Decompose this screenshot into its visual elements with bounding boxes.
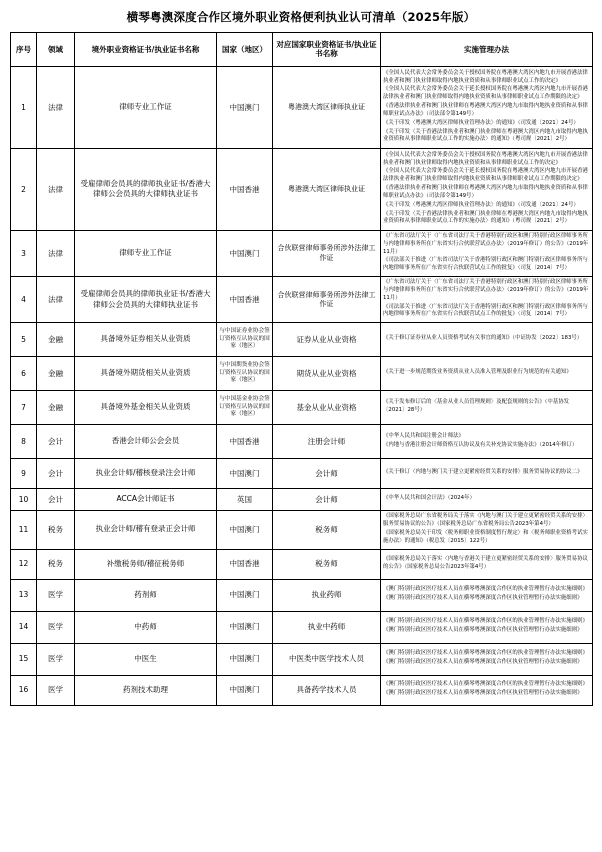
cell-field: 医学	[37, 579, 75, 611]
cell-domestic-cert: 会计师	[273, 459, 381, 489]
table-row	[11, 511, 593, 549]
cell-country: 英国	[217, 489, 273, 511]
cell-management	[381, 489, 593, 511]
table-row	[11, 66, 593, 148]
table-row	[11, 579, 593, 611]
management-item: 《广东省司法厅关于〈广东省司法厅关于香港特别行政区和澳门特别行政区律师事务所与内地律师事务所在广东省实行合伙联营试点办法〉（2019年修订）的公告》（2019年11月）	[383, 232, 589, 255]
management-item: 《全国人民代表大会常务委员会关于授权国务院在粤港澳大湾区内地九市开展香港法律执业者和澳门执业律师取得内地执业资质和从事律师职业试点工作的决定》	[383, 151, 588, 166]
cell-field: 金融	[37, 323, 75, 357]
cell-country: 中国香港	[217, 148, 273, 230]
management-item: 《中华人民共和国会计法》（2024年）	[383, 495, 475, 502]
cell-country: 与中国证券业协会签订资格互认协议的国家（地区）	[217, 323, 273, 357]
cell-no: 1	[11, 66, 37, 148]
management-item: 《澳门特别行政区医疗技术人员在横琴粤澳深度合作区的执业管理暂行办法实施细则》	[383, 618, 588, 625]
cell-management	[381, 230, 593, 276]
cell-field: 法律	[37, 230, 75, 276]
cell-field: 医学	[37, 675, 75, 705]
cell-overseas-cert: 受雇律师会员具的律师执业证书/香港大律师公会员具的大律师执业证书	[75, 277, 217, 323]
cell-no: 3	[11, 230, 37, 276]
cell-country: 中国澳门	[217, 579, 273, 611]
cell-country: 中国香港	[217, 425, 273, 459]
cell-domestic-cert: 执业中药师	[273, 611, 381, 643]
cell-overseas-cert: 具备境外证券相关从业资质	[75, 323, 217, 357]
cell-domestic-cert: 注册会计师	[273, 425, 381, 459]
cell-field: 会计	[37, 489, 75, 511]
table-row	[11, 489, 593, 511]
cell-field: 金融	[37, 357, 75, 391]
cell-no: 5	[11, 323, 37, 357]
management-item: 《澳门特别行政区医疗技术人员在横琴粤澳深度合作区执业管理暂行办法实施细则》	[383, 659, 583, 666]
table-row	[11, 611, 593, 643]
cell-field: 医学	[37, 611, 75, 643]
cell-field: 法律	[37, 277, 75, 323]
cell-country: 中国澳门	[217, 675, 273, 705]
cell-field: 税务	[37, 511, 75, 549]
cell-country: 中国澳门	[217, 66, 273, 148]
cell-domestic-cert: 合伙联营律师事务所涉外法律工作证	[273, 277, 381, 323]
table-row	[11, 459, 593, 489]
cell-overseas-cert: 执业会计师/稽核登录注会计师	[75, 459, 217, 489]
cell-overseas-cert: 律师专业工作证	[75, 230, 217, 276]
table-row	[11, 323, 593, 357]
management-item: 《关于进一步规范期货业务资质从业人员准入管理及职业行为规范的有关通知》	[383, 369, 572, 376]
table-row	[11, 425, 593, 459]
management-item: 《澳门特别行政区医疗技术人员在横琴粤澳深度合作区的执业管理暂行办法实施细则》	[383, 681, 588, 688]
cell-overseas-cert: 药剂技术助理	[75, 675, 217, 705]
cell-overseas-cert: 具备境外期货相关从业资质	[75, 357, 217, 391]
cell-no: 4	[11, 277, 37, 323]
cell-overseas-cert: ACCA会计师证书	[75, 489, 217, 511]
management-item: 《关于印发〈粤港澳大湾区律师执业管理办法〉的通知》（司发通〔2021〕24号）	[383, 201, 579, 208]
management-item: 《澳门特别行政区医疗技术人员在横琴粤澳深度合作区的执业管理暂行办法实施细则》	[383, 650, 588, 657]
cell-overseas-cert: 受雇律师会员具的律师执业证书/香港大律师公会员具的大律师执业证书	[75, 148, 217, 230]
cell-country: 与中国基金业协会签订资格互认协议的国家（地区）	[217, 391, 273, 425]
cell-domestic-cert: 具备药学技术人员	[273, 675, 381, 705]
cell-no: 6	[11, 357, 37, 391]
cell-management	[381, 549, 593, 579]
table-header-row	[11, 32, 593, 66]
cell-management	[381, 425, 593, 459]
cell-domestic-cert: 基金从业从业资格	[273, 391, 381, 425]
cell-no: 16	[11, 675, 37, 705]
cell-domestic-cert: 执业药师	[273, 579, 381, 611]
table-row	[11, 230, 593, 276]
cell-overseas-cert: 药剂师	[75, 579, 217, 611]
management-item: 《香港法律执业者和澳门执业律师在粤港澳大湾区内地九市取得内地执业资质和从事律师职业试点办法》（司法部令第149号）	[383, 103, 588, 117]
cell-domestic-cert: 期货从业从业资格	[273, 357, 381, 391]
column-header-management: 实施管理办法	[381, 32, 593, 66]
column-header-field: 领域	[37, 32, 75, 66]
column-header-no: 序号	[11, 32, 37, 66]
cell-domestic-cert: 中医类中医学技术人员	[273, 643, 381, 675]
management-item: 《关于发布修订后的〈基金从业人员管理规则〉及配套规则的公告》（中基协发〔2021〕28号）	[383, 399, 569, 414]
cell-overseas-cert: 律师专业工作证	[75, 66, 217, 148]
cell-overseas-cert: 中医生	[75, 643, 217, 675]
cell-overseas-cert: 具备境外基金相关从业资质	[75, 391, 217, 425]
management-item: 《国家税务总局关于印发〈税务师职业资格制度暂行规定〉和〈税务师职业资格考试实施办法〉的通知》（税总发〔2015〕122号）	[383, 529, 588, 544]
management-item: 《中华人民共和国注册会计师法》	[383, 432, 464, 439]
cell-domestic-cert: 会计师	[273, 489, 381, 511]
cell-no: 12	[11, 549, 37, 579]
cell-no: 14	[11, 611, 37, 643]
table-header	[11, 32, 593, 66]
cell-no: 2	[11, 148, 37, 230]
cell-management	[381, 391, 593, 425]
cell-field: 会计	[37, 425, 75, 459]
cell-field: 医学	[37, 643, 75, 675]
cell-domestic-cert: 合伙联营律师事务所涉外法律工作证	[273, 230, 381, 276]
management-item: 《澳门特别行政区医疗技术人员在横琴粤澳深度合作区执业管理暂行办法实施细则》	[383, 690, 583, 697]
cell-management	[381, 579, 593, 611]
cell-overseas-cert: 香港会计师公会会员	[75, 425, 217, 459]
management-item: 《内地与香港注册会计师资格互认协议及有关补充协议实施办法》（2014年修订）	[383, 441, 578, 448]
cell-management	[381, 357, 593, 391]
cell-country: 中国澳门	[217, 459, 273, 489]
cell-country: 中国澳门	[217, 611, 273, 643]
cell-no: 13	[11, 579, 37, 611]
cell-management	[381, 277, 593, 323]
management-item: 《关于修订〈内地与澳门关于建立更紧密经贸关系的安排〉服务贸易协议的协议二》	[383, 469, 583, 476]
management-item: 《关于印发〈关于香港法律执业者和澳门执业律师在粤港澳大湾区内地九市取得内地执业资质和从事律师职业试点工作的实施办法〉的通知》（粤司规〔2021〕2号）	[383, 210, 588, 225]
cell-management	[381, 675, 593, 705]
cell-no: 9	[11, 459, 37, 489]
management-item: 《香港法律执业者和澳门执业律师在粤港澳大湾区内地九市取得内地执业资质和从事律师职业试点办法》（司法部令第149号）	[383, 185, 588, 199]
cell-field: 法律	[37, 66, 75, 148]
management-item: 《关于印发〈关于香港法律执业者和澳门执业律师在粤港澳大湾区内地九市取得内地执业资质和从事律师职业试点工作的实施办法〉的通知》（粤司规〔2021〕2号）	[383, 128, 588, 143]
cell-overseas-cert: 执业会计师/稽有登录正会计师	[75, 511, 217, 549]
cell-field: 税务	[37, 549, 75, 579]
column-header-overseas-cert: 境外职业资格证书/执业证书名称	[75, 32, 217, 66]
cell-management	[381, 66, 593, 148]
management-item: 《国家税务总局广东省税务局关于落实〈内地与澳门关于建立更紧密经贸关系的安排〉服务贸易协议的公告》（国家税务总局广东省税务局公告2023年第4号）	[383, 513, 588, 528]
cell-field: 金融	[37, 391, 75, 425]
table-row	[11, 643, 593, 675]
cell-domestic-cert: 税务师	[273, 511, 381, 549]
cell-domestic-cert: 粤港澳大湾区律师执业证	[273, 66, 381, 148]
cell-country: 中国澳门	[217, 643, 273, 675]
cell-overseas-cert: 中药师	[75, 611, 217, 643]
table-row	[11, 675, 593, 705]
cell-management	[381, 323, 593, 357]
cell-field: 法律	[37, 148, 75, 230]
table-body	[11, 66, 593, 705]
column-header-domestic-cert: 对应国家职业资格证书/执业证书名称	[273, 32, 381, 66]
page-title: 横琴粤澳深度合作区境外职业资格便利执业认可清单（2025年版）	[126, 10, 476, 24]
cell-no: 11	[11, 511, 37, 549]
cell-country: 中国香港	[217, 549, 273, 579]
cell-overseas-cert: 补缴税务师/稽征税务师	[75, 549, 217, 579]
cell-management	[381, 459, 593, 489]
management-item: 《司法部关于推进〈广东省司法厅关于香港特别行政区和澳门特别行政区律师事务所与内地律师事务所在广东省实行合伙联营试点工作的批复》（司复〔2014〕7号）	[383, 257, 588, 272]
management-item: 《全国人民代表大会常务委员会关于延长授权国务院在粤港澳大湾区内地九市开展香港法律执业者和澳门执业律师取得内地执业资质和从事律师职业试点工作期限的决定》	[383, 86, 588, 101]
table-row	[11, 277, 593, 323]
recognition-list-table	[10, 32, 593, 706]
cell-no: 10	[11, 489, 37, 511]
table-row	[11, 391, 593, 425]
cell-country: 与中国期货业协会签订资格互认协议的国家（地区）	[217, 357, 273, 391]
cell-domestic-cert: 证券从业从业资格	[273, 323, 381, 357]
management-item: 《澳门特别行政区医疗技术人员在横琴粤澳深度合作区执业管理暂行办法实施细则》	[383, 595, 583, 602]
cell-no: 8	[11, 425, 37, 459]
cell-no: 15	[11, 643, 37, 675]
table-row	[11, 549, 593, 579]
management-item: 《国家税务总局关于落实〈内地与香港关于建立更紧密经贸关系的安排〉服务贸易协议的公告》（国家税务总局公告2023年第4号）	[383, 555, 588, 570]
cell-domestic-cert: 税务师	[273, 549, 381, 579]
cell-management	[381, 643, 593, 675]
management-item: 《全国人民代表大会常务委员会关于延长授权国务院在粤港澳大湾区内地九市开展香港法律执业者和澳门执业律师取得内地执业资质和从事律师职业试点工作期限的决定》	[383, 168, 588, 183]
cell-management	[381, 611, 593, 643]
table-row	[11, 148, 593, 230]
management-item: 《广东省司法厅关于〈广东省司法厅关于香港特别行政区和澳门特别行政区律师事务所与内地律师事务所在广东省实行合伙联营试点办法〉（2019年修订）的公告》（2019年11月）	[383, 279, 589, 301]
management-item: 《澳门特别行政区医疗技术人员在横琴粤澳深度合作区的执业管理暂行办法实施细则》	[383, 586, 588, 593]
management-item: 《关于修订证券业从业人员资格考试有关事宜的通知》（中证协发〔2022〕183号）	[383, 335, 583, 342]
management-item: 《司法部关于推进〈广东省司法厅关于香港特别行政区和澳门特别行政区律师事务所与内地律师事务所在广东省实行合伙联营试点工作的批复》（司复〔2014〕7号）	[383, 303, 588, 318]
management-item: 《关于印发〈粤港澳大湾区律师执业管理办法〉的通知》（司发通〔2021〕24号）	[383, 119, 579, 126]
management-item: 《全国人民代表大会常务委员会关于授权国务院在粤港澳大湾区内地九市开展香港法律执业者和澳门执业律师取得内地执业资质和从事律师职业试点工作的决定》	[383, 69, 588, 84]
cell-management	[381, 148, 593, 230]
management-item: 《澳门特别行政区医疗技术人员在横琴粤澳深度合作区执业管理暂行办法实施细则》	[383, 627, 583, 634]
table-row	[11, 357, 593, 391]
cell-domestic-cert: 粤港澳大湾区律师执业证	[273, 148, 381, 230]
cell-country: 中国香港	[217, 277, 273, 323]
cell-management	[381, 511, 593, 549]
cell-no: 7	[11, 391, 37, 425]
cell-field: 会计	[37, 459, 75, 489]
cell-country: 中国澳门	[217, 230, 273, 276]
cell-country: 中国澳门	[217, 511, 273, 549]
column-header-country: 国家（地区）	[217, 32, 273, 66]
